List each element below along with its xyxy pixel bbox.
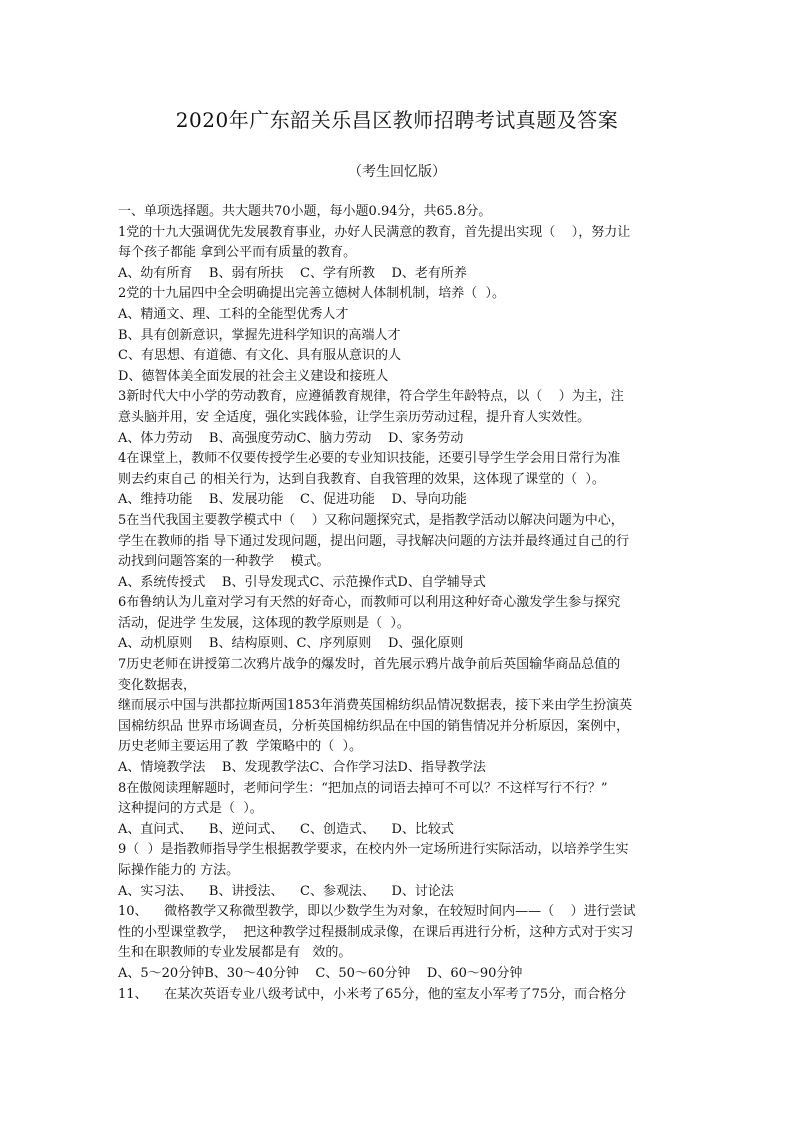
text-line: 则去约束自己 的相关行为，达到自我教育、自我管理的效果，这体现了课堂的（ ）。 — [118, 471, 605, 487]
text-line: 6布鲁纳认为儿童对学习有天然的好奇心，而教师可以利用这种好奇心激发学生参与探究 — [118, 595, 621, 611]
text-line: 每个孩子都能 拿到公平而有质量的教育。 — [118, 245, 357, 261]
text-line: 历史老师主要运用了教 学策略中的（ ）。 — [118, 739, 363, 755]
text-line: A、精通文、理、工科的全能型优秀人才 — [118, 306, 349, 322]
text-line: A、直问式、 B、逆问式、 C、创造式、 D、比较式 — [118, 821, 454, 837]
text-line: A、5～20分钟B、30～40分钟 C、50～60分钟 D、60～90分钟 — [118, 965, 523, 981]
text-line: 3新时代大中小学的劳动教育，应遵循教育规律，符合学生年龄特点，以（ ）为主，注 — [118, 389, 624, 405]
text-line: 学生在教师的指 导下通过发现问题，提出问题，寻找解决问题的方法并最终通过自己的行 — [118, 533, 630, 549]
text-line: 国棉纺织品 世界市场调查员，分析英国棉纺织品在中国的销售情况并分析原因，案例中， — [118, 718, 630, 734]
text-line: C、有思想、有道德、有文化、具有服从意识的人 — [118, 348, 401, 364]
text-line: 7历史老师在讲授第二次鸦片战争的爆发时，首先展示鸦片战争前后英国输华商品总值的 — [118, 657, 621, 673]
text-line: 生和在职教师的专业发展都是有 效的。 — [118, 945, 352, 961]
text-line: 2党的十九届四中全会明确提出完善立德树人体制机制，培养（ ）。 — [118, 286, 506, 302]
text-line: 4在课堂上，教师不仅要传授学生必要的专业知识技能，还要引导学生学会用日常行为准 — [118, 451, 621, 467]
text-line: B、具有创新意识，掌握先进科学知识的高端人才 — [118, 327, 401, 343]
text-line: 10、 微格教学又称微型教学，即以少数学生为对象，在较短时间内——（ ）进行尝试 — [118, 904, 636, 920]
text-line: 1党的十九大强调优先发展教育事业，办好人民满意的教育，首先提出实现（ ），努力让 — [118, 224, 631, 240]
text-line: 性的小型课堂教学， 把这种教学过程摄制成录像，在课后再进行分析，这种方式对于实习 — [118, 924, 634, 940]
text-line: 一、单项选择题。共大题共70小题，每小题0.94分，共65.8分。 — [118, 204, 492, 219]
document-body — [118, 202, 678, 1005]
text-line: 变化数据表， — [118, 677, 197, 693]
text-line: D、德智体美全面发展的社会主义建设和接班人 — [118, 368, 389, 384]
text-line: 11、 在某次英语专业八级考试中，小米考了65分，他的室友小军考了75分，而合格分 — [118, 986, 627, 1002]
text-line: A、实习法、 B、讲授法、 C、参观法、 D、讨论法 — [118, 883, 454, 899]
text-line: 继而展示中国与洪都拉斯两国1853年消费英国棉纺织品情况数据表，接下来由学生扮演英 — [118, 698, 633, 714]
text-line: A、幼有所育 B、弱有所扶 C、学有所教 D、老有所养 — [118, 265, 467, 281]
text-line: 5在当代我国主要教学模式中（ ）又称问题探究式，是指教学活动以解决问题为中心， — [118, 512, 624, 528]
text-line: 意头脑并用，安 全适度，强化实践体验，让学生亲历劳动过程，提升育人实效性。 — [118, 409, 591, 425]
text-line: A、动机原则 B、结构原则、C、序列原则 D、强化原则 — [118, 636, 464, 652]
document-subtitle: （考生回忆版） — [348, 164, 446, 180]
text-line: 这种提问的方式是（ ）。 — [118, 801, 263, 817]
text-line: 9（ ）是指教师指导学生根据教学要求，在校内外一定场所进行实际活动，以培养学生实 — [118, 842, 629, 858]
document-title: 2020年广东韶关乐昌区教师招聘考试真题及答案 — [175, 108, 619, 132]
text-line: 际操作能力的 方法。 — [118, 863, 240, 878]
text-line: A、情境教学法 B、发现教学法C、合作学习法D、指导教学法 — [118, 760, 486, 776]
text-line: A、维持功能 B、发展功能 C、促进功能 D、导向功能 — [118, 492, 467, 508]
text-line: 8在傲阅读理解题时，老师问学生：“把加点的词语去掉可不可以？不这样写行不行？” — [118, 780, 608, 796]
text-line: A、系统传授式 B、引导发现式C、示范操作式D、自学辅导式 — [118, 574, 486, 590]
text-line: 活动，促进学 生发展，这体现的教学原则是（ ）。 — [118, 615, 410, 631]
text-line: A、体力劳动 B、高强度劳动C、脑力劳动 D、家务劳动 — [118, 430, 464, 446]
text-line: 动找到问题答案的一种教学 模式。 — [118, 554, 330, 570]
